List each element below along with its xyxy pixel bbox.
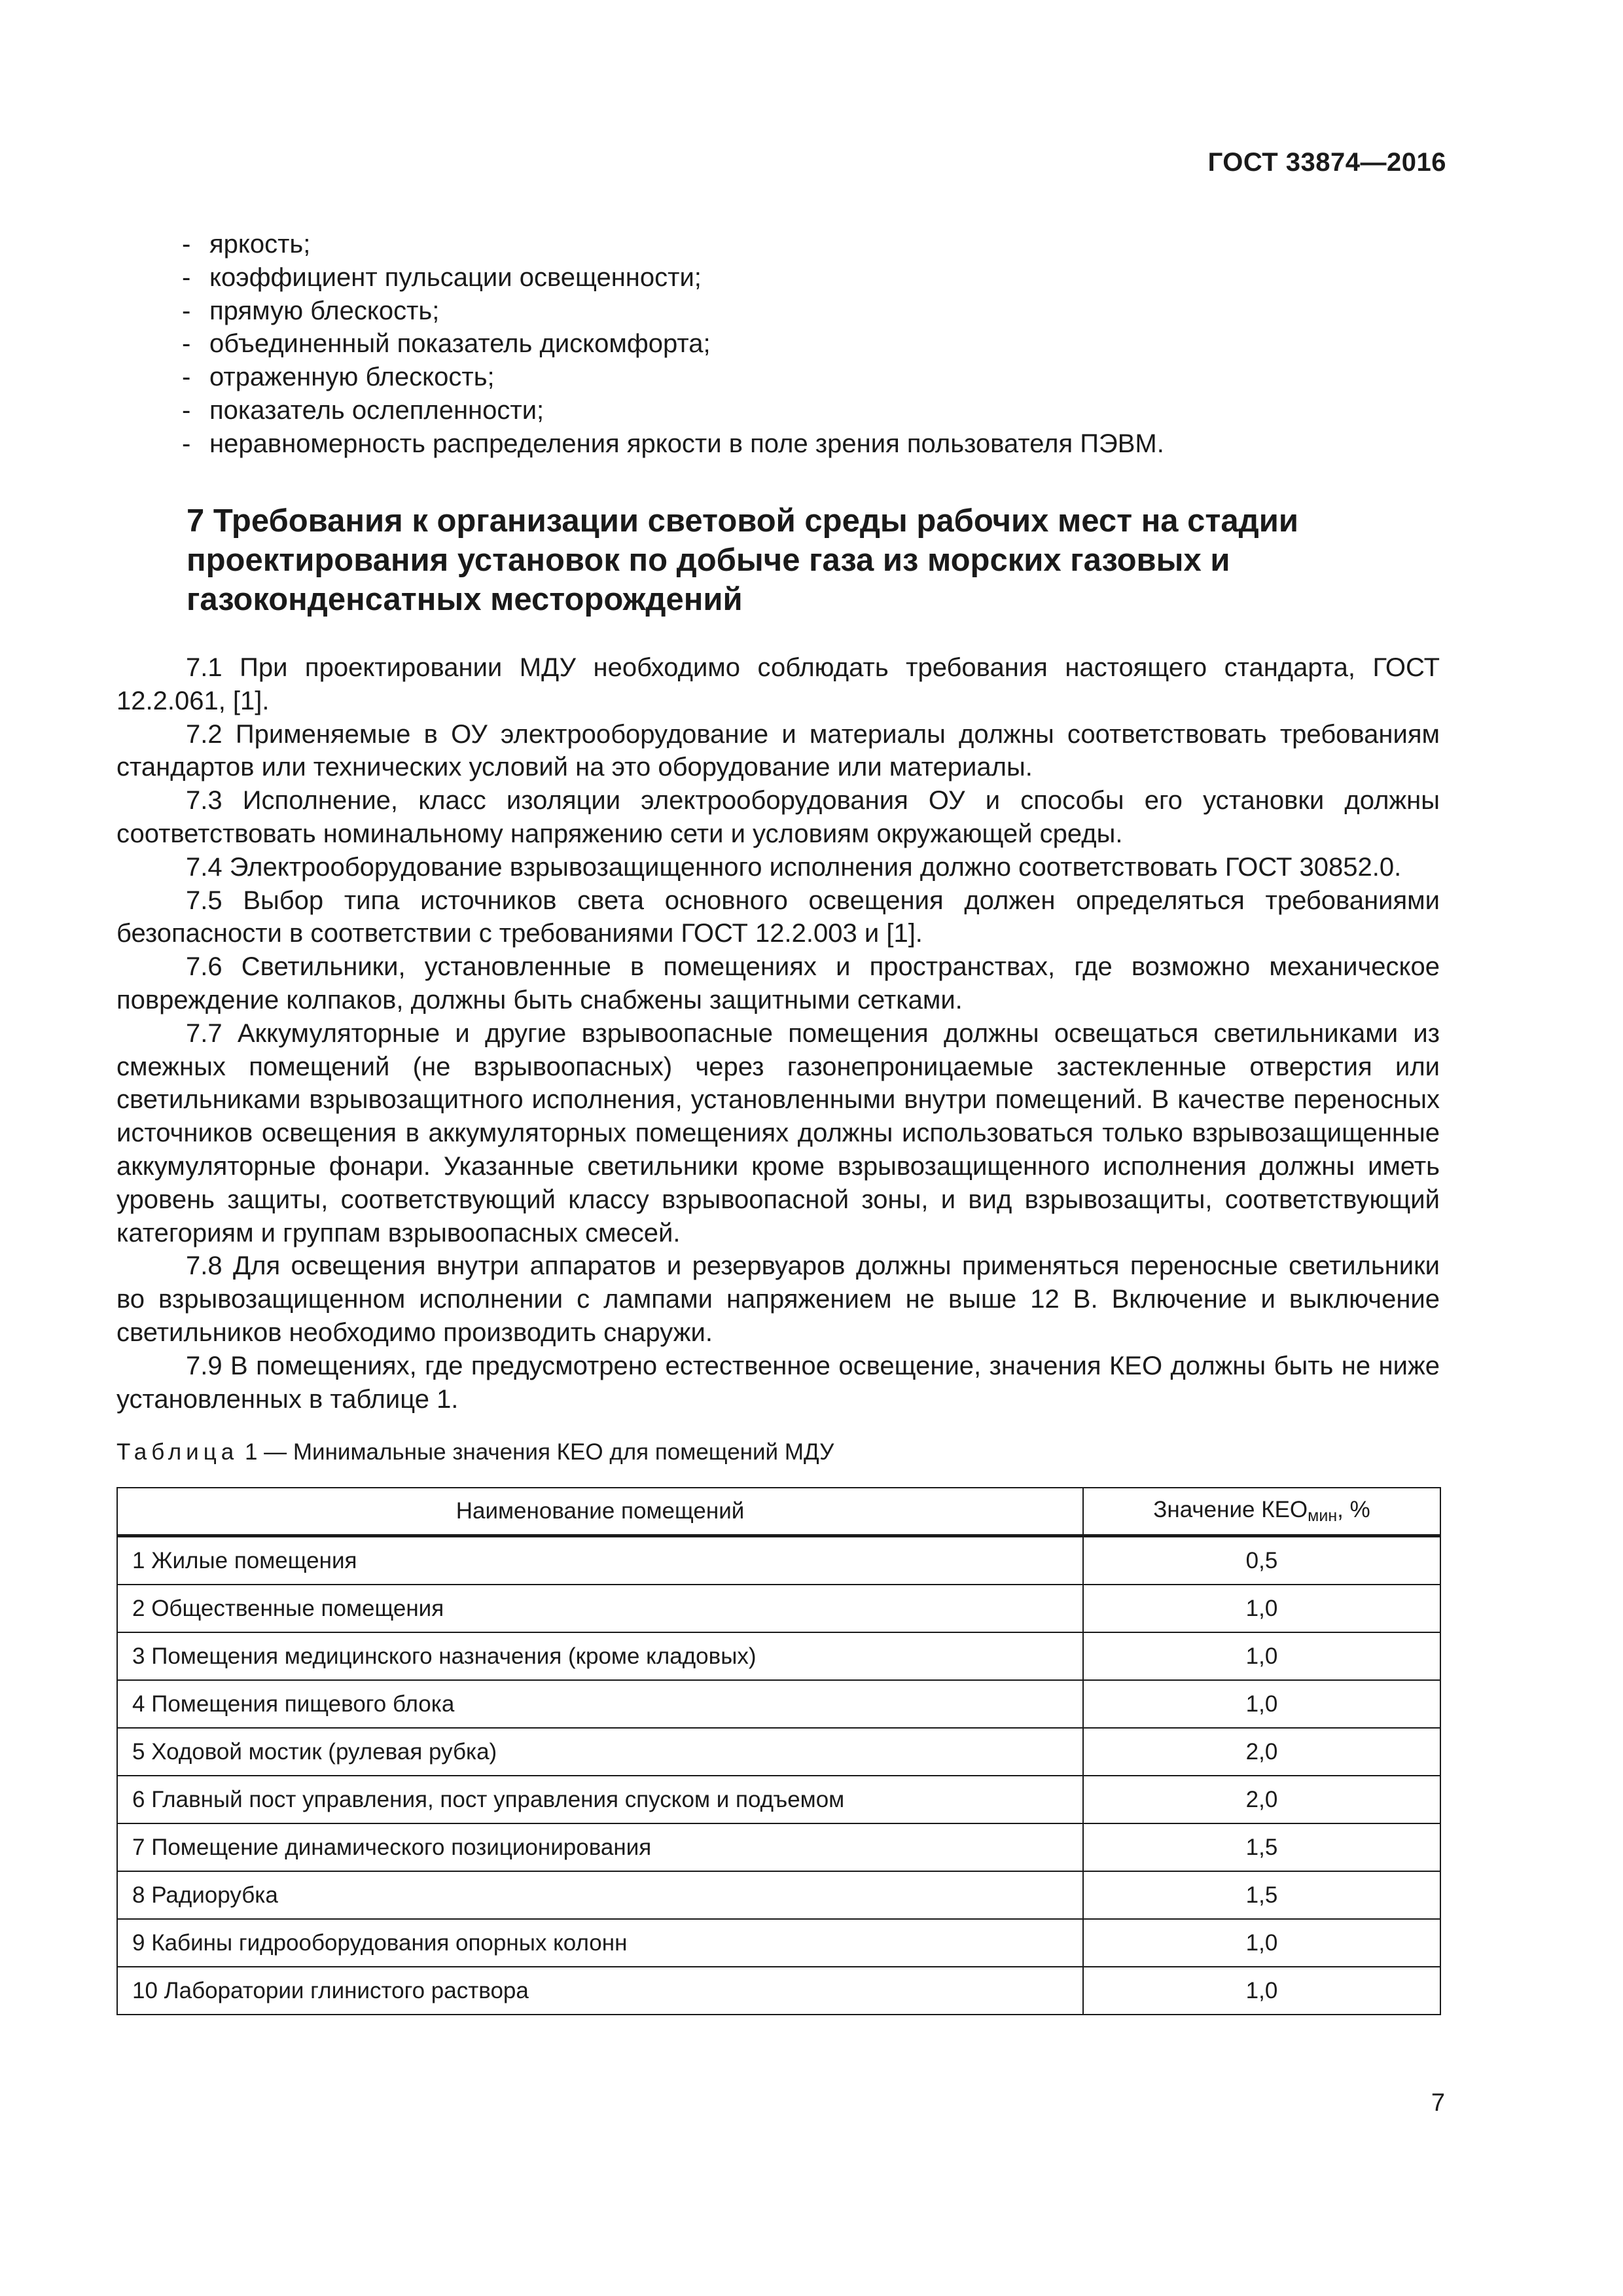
standard-id: ГОСТ 33874—2016	[1207, 148, 1446, 177]
table-row	[117, 1536, 1440, 1585]
bullet-marker: -	[182, 262, 191, 292]
keo-label: Значение КЕО	[1153, 1497, 1308, 1522]
paragraph-7-3: 7.3 Исполнение, класс изоляции электрооборудования ОУ и способы его установки должны соответствовать номинальному напряжению сети и условиям окружающей среды.	[116, 786, 1440, 848]
keo-value-cell: 1,0	[1083, 1967, 1440, 2015]
list-item	[182, 394, 1458, 427]
list-item	[182, 295, 1458, 328]
percent-unit: , %	[1337, 1497, 1370, 1522]
document-header	[1208, 148, 1446, 177]
table-caption	[116, 1438, 834, 1467]
room-name-cell: 6 Главный пост управления, пост управления спуском и подъемом	[117, 1776, 1083, 1823]
room-name-cell: 10 Лаборатории глинистого раствора	[117, 1967, 1083, 2015]
bullet-marker: -	[182, 329, 191, 359]
paragraph-7-6: 7.6 Светильники, установленные в помещениях и пространствах, где возможно механическое повреждение колпаков, должны быть снабжены защитными сетками.	[116, 952, 1440, 1014]
room-name-cell: 7 Помещение динамического позиционирования	[117, 1823, 1083, 1871]
bullet-marker: -	[182, 395, 191, 425]
table-header-row	[117, 1488, 1440, 1536]
table-row	[117, 1728, 1440, 1776]
paragraph-7-8: 7.8 Для освещения внутри аппаратов и резервуаров должны применяться переносные светильники во взрывозащищенном исполнении с лампами напряжением не выше 12 В. Включение и выключение светильников необходимо производить снаружи.	[116, 1251, 1440, 1347]
table-row	[117, 1967, 1440, 2015]
keo-value-cell: 0,5	[1083, 1536, 1440, 1585]
room-name-cell: 1 Жилые помещения	[117, 1536, 1083, 1585]
section-body	[116, 651, 1440, 1416]
table-row	[117, 1823, 1440, 1871]
paragraph-7-7: 7.7 Аккумуляторные и другие взрывоопасные помещения должны освещаться светильниками из смежных помещений (не взрывоопасных) через газонепроницаемые застекленные отверстия или светильниками взрывозащитного исполнения, установленными внутри помещений. В качестве переносных источников освещения в аккумуляторных помещениях должны использоваться только взрывозащищенные аккумуляторные фонари. Указанные светильники кроме взрывозащищенного исполнения должны иметь уровень защиты, соответствующий классу взрывоопасной зоны, и вид взрывозащиты, соответствующий категориям и группам взрывоопасных смесей.	[116, 1018, 1440, 1247]
keo-value-cell: 2,0	[1083, 1776, 1440, 1823]
room-name-cell: 3 Помещения медицинского назначения (кроме кладовых)	[117, 1632, 1083, 1680]
keo-value-cell: 1,0	[1083, 1919, 1440, 1967]
room-name-cell: 5 Ходовой мостик (рулевая рубка)	[117, 1728, 1083, 1776]
keo-value-cell: 1,0	[1083, 1632, 1440, 1680]
bullet-marker: -	[182, 429, 191, 458]
table-caption-label: Таблица	[116, 1439, 239, 1465]
room-name-cell: 8 Радиорубка	[117, 1871, 1083, 1919]
list-item-text: неравномерность распределения яркости в поле зрения пользователя ПЭВМ.	[209, 429, 1164, 458]
bullet-list	[182, 228, 1458, 461]
keo-subscript: мин	[1308, 1507, 1338, 1525]
room-name-cell: 2 Общественные помещения	[117, 1585, 1083, 1632]
list-item-text: коэффициент пульсации освещенности;	[209, 262, 702, 292]
table-row	[117, 1776, 1440, 1823]
list-item	[182, 427, 1458, 461]
page-number: 7	[1431, 2089, 1445, 2117]
paragraph-7-2: 7.2 Применяемые в ОУ электрооборудование и материалы должны соответствовать требованиям стандартов или технических условий на это оборудование или материалы.	[116, 719, 1440, 782]
table-row	[117, 1585, 1440, 1632]
room-name-cell: 9 Кабины гидрооборудования опорных колонн	[117, 1919, 1083, 1967]
room-name-cell: 4 Помещения пищевого блока	[117, 1680, 1083, 1728]
paragraph-7-5: 7.5 Выбор типа источников света основного освещения должен определяться требованиями безопасности в соответствии с требованиями ГОСТ 12.2.003 и [1].	[116, 886, 1440, 948]
keo-value-cell: 2,0	[1083, 1728, 1440, 1776]
keo-value-cell: 1,5	[1083, 1823, 1440, 1871]
column-header-keo-value	[1083, 1488, 1440, 1536]
list-item	[182, 327, 1458, 361]
bullet-marker: -	[182, 363, 191, 392]
paragraph-7-1: 7.1 При проектировании МДУ необходимо соблюдать требования настоящего стандарта, ГОСТ 12.2.061, [1].	[116, 653, 1440, 715]
list-item-text: показатель ослепленности;	[209, 395, 544, 425]
table-row	[117, 1632, 1440, 1680]
column-header-room-name: Наименование помещений	[117, 1488, 1083, 1536]
list-item-text: прямую блескость;	[209, 296, 440, 325]
table-row	[117, 1919, 1440, 1967]
keo-value-cell: 1,0	[1083, 1680, 1440, 1728]
keo-value-cell: 1,0	[1083, 1585, 1440, 1632]
bullet-marker: -	[182, 296, 191, 325]
keo-value-cell: 1,5	[1083, 1871, 1440, 1919]
list-item	[182, 261, 1458, 295]
paragraph-7-9: 7.9 В помещениях, где предусмотрено естественное освещение, значения КЕО должны быть не ниже установленных в таблице 1.	[116, 1351, 1440, 1414]
list-item-text: объединенный показатель дискомфорта;	[209, 329, 711, 359]
bullet-marker: -	[182, 230, 191, 259]
list-item-text: отраженную блескость;	[209, 363, 495, 392]
table-caption-text: 1 — Минимальные значения КЕО для помещений МДУ	[238, 1439, 834, 1465]
table-row	[117, 1871, 1440, 1919]
list-item	[182, 228, 1458, 261]
list-item	[182, 361, 1458, 394]
keo-table	[116, 1487, 1441, 2015]
paragraph-7-4: 7.4 Электрооборудование взрывозащищенного исполнения должно соответствовать ГОСТ 30852.0.	[186, 852, 1402, 882]
section-title: 7 Требования к организации световой среды рабочих мест на стадии проектирования установок по добыче газа из морских газовых и газоконденсатных месторождений	[187, 503, 1299, 617]
table-row	[117, 1680, 1440, 1728]
list-item-text: яркость;	[209, 230, 311, 259]
